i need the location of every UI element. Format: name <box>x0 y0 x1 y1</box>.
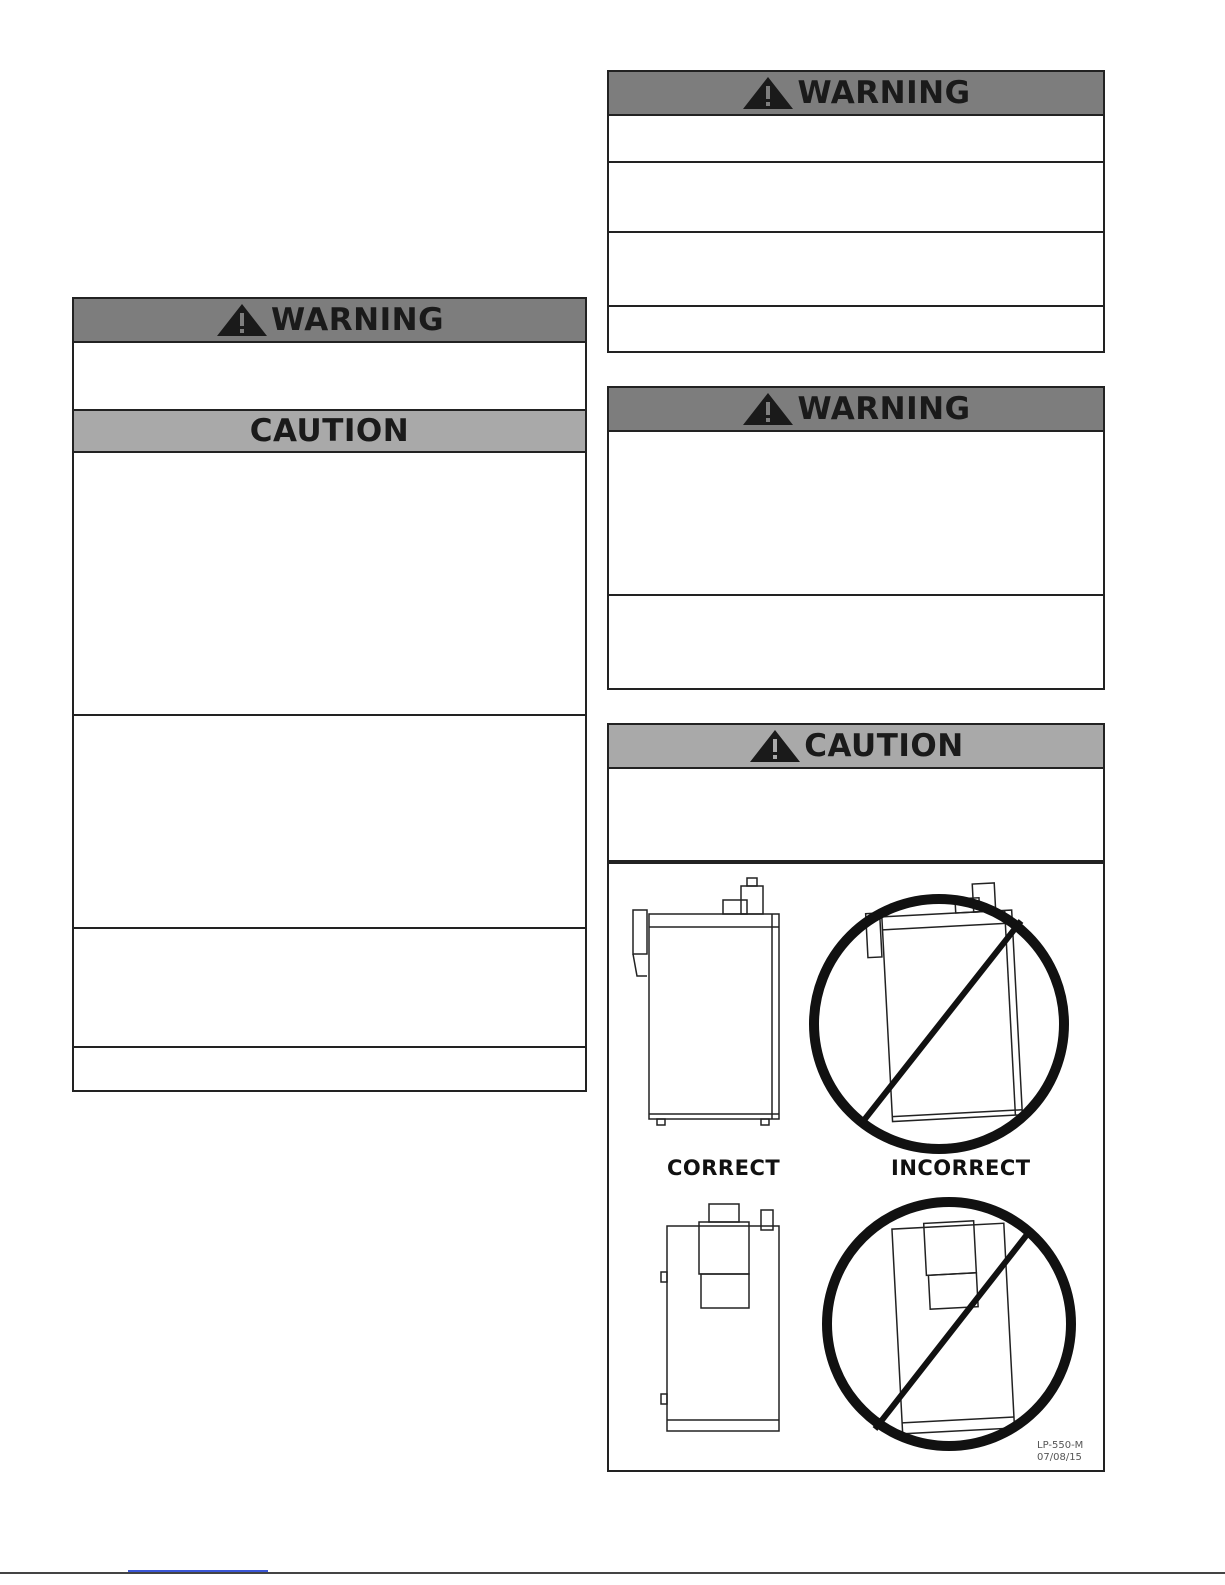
figure-code <box>1037 1440 1083 1464</box>
warning-1-section <box>74 343 585 411</box>
warning-header-3 <box>609 388 1103 432</box>
caution-title: CAUTION <box>249 413 410 449</box>
warning-header-2 <box>609 72 1103 116</box>
right-caution-box <box>607 723 1105 862</box>
right-warning-box-1 <box>607 70 1105 353</box>
boiler-placement-figure <box>607 862 1105 1472</box>
warning-3-section-b <box>609 596 1103 688</box>
warning-title: WARNING <box>270 302 445 338</box>
caution-1-section-c <box>74 929 585 1048</box>
warning-triangle-icon <box>748 728 802 764</box>
warning-header-1 <box>74 299 585 343</box>
correct-label: CORRECT <box>667 1156 781 1180</box>
figure-code-id: LP-550-M <box>1037 1440 1084 1451</box>
warning-title: WARNING <box>797 75 971 111</box>
footer-rule <box>0 1572 1225 1574</box>
left-safety-box <box>72 297 587 1092</box>
caution-1-section-b <box>74 716 585 929</box>
warning-2-section-a <box>609 116 1103 163</box>
caution-1-section-a <box>74 453 585 716</box>
warning-title: WARNING <box>797 391 971 427</box>
warning-3-section-a <box>609 432 1103 596</box>
caution-2-section <box>609 769 1103 858</box>
warning-2-section-b <box>609 163 1103 233</box>
warning-triangle-icon <box>741 75 795 111</box>
right-warning-box-2 <box>607 386 1105 690</box>
prohibition-slash-top <box>861 921 1021 1124</box>
prohibition-slash-bottom <box>875 1232 1029 1429</box>
caution-title: CAUTION <box>804 728 964 764</box>
prohibition-circle-bottom <box>827 1202 1071 1446</box>
boiler-front-view-correct <box>661 1204 779 1431</box>
warning-2-section-d <box>609 307 1103 349</box>
boiler-side-view-correct <box>633 878 779 1125</box>
incorrect-label: INCORRECT <box>891 1156 1031 1180</box>
caution-1-section-d <box>74 1048 585 1088</box>
warning-triangle-icon <box>741 391 795 427</box>
caution-header-1 <box>74 411 585 453</box>
warning-triangle-icon <box>215 302 269 338</box>
figure-code-date: 07/08/15 <box>1037 1452 1082 1463</box>
caution-header-2 <box>609 725 1103 769</box>
warning-2-section-c <box>609 233 1103 307</box>
